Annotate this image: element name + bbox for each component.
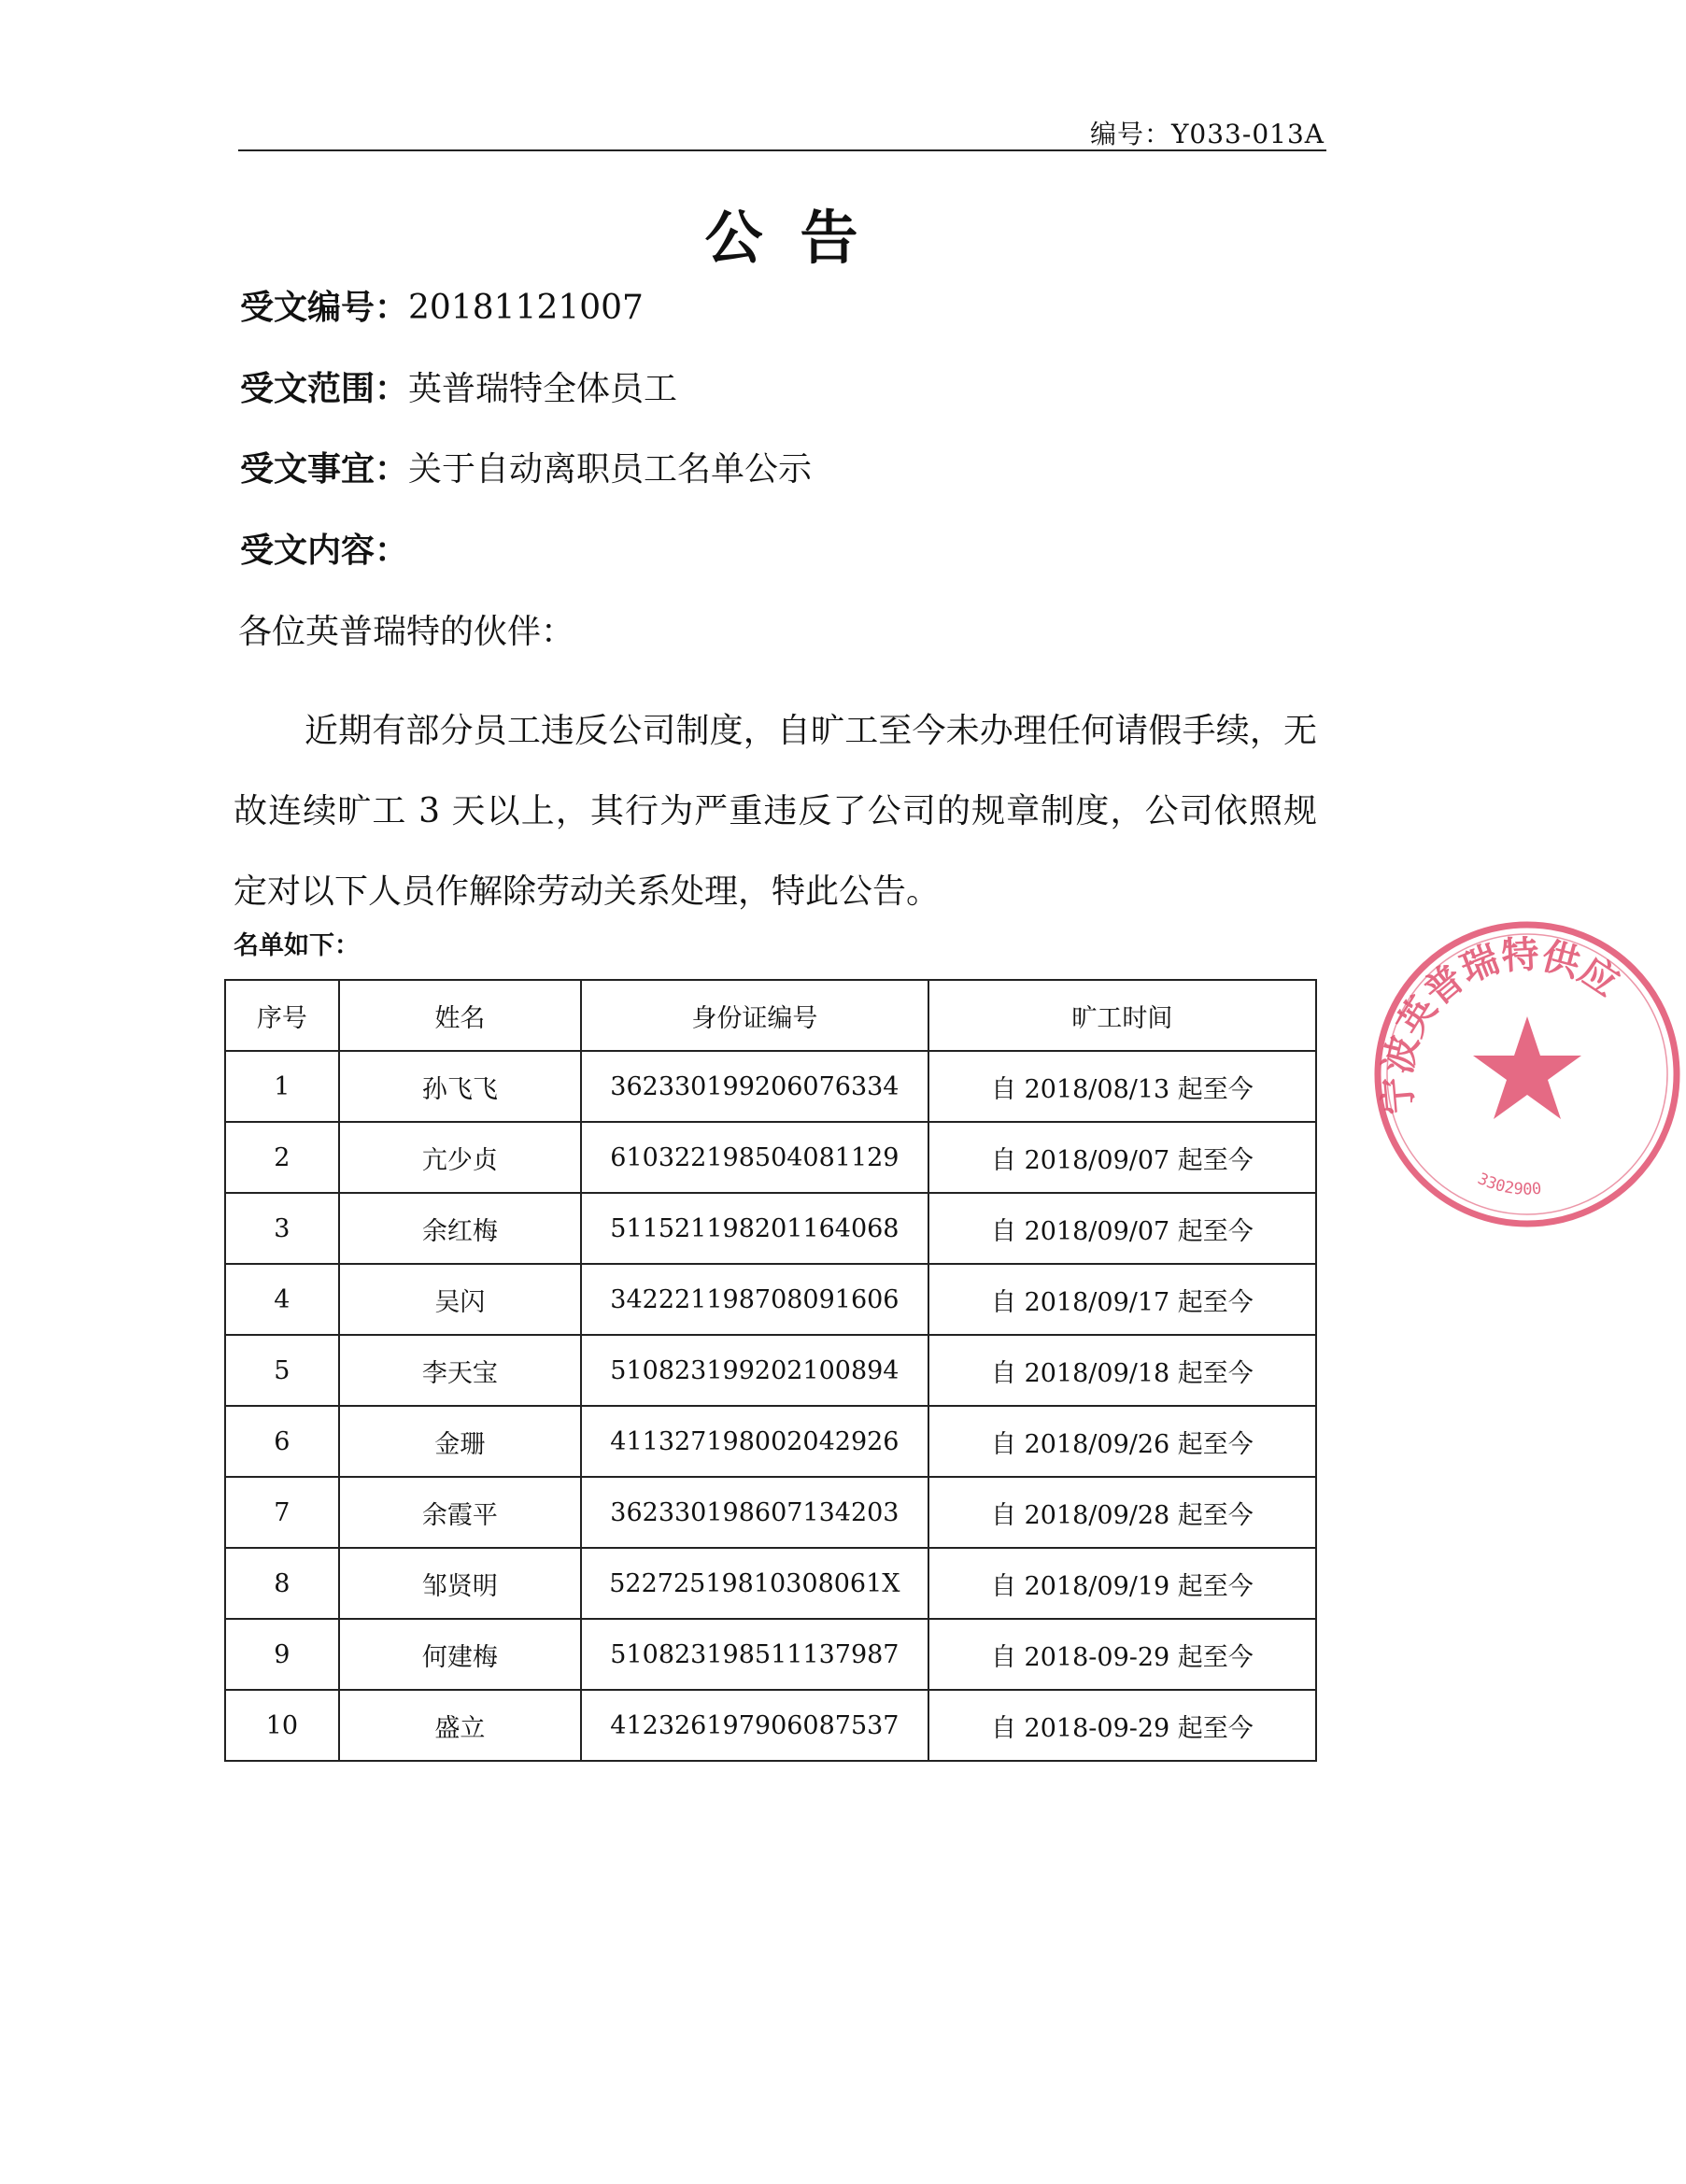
- table-row: [225, 1619, 1316, 1690]
- table-row: [225, 1690, 1316, 1761]
- cell-absence-time: 自 2018-09-29 起至今: [928, 1690, 1316, 1761]
- cell-name: 李天宝: [339, 1335, 581, 1406]
- cell-name: 盛立: [339, 1690, 581, 1761]
- cell-id-number: 412326197906087537: [581, 1690, 928, 1761]
- table-row: [225, 1335, 1316, 1406]
- greeting: 各位英普瑞特的伙伴：: [238, 613, 575, 651]
- cell-index: 2: [225, 1122, 339, 1193]
- document-number: 编号：Y033-013A: [1089, 119, 1325, 149]
- table-row: [225, 1051, 1316, 1122]
- cell-index: 6: [225, 1406, 339, 1477]
- field-doc-number: [240, 285, 644, 332]
- cell-index: 3: [225, 1193, 339, 1264]
- table-header-row: [225, 980, 1316, 1051]
- cell-id-number: 510823198511137987: [581, 1619, 928, 1690]
- field-scope: [240, 366, 677, 413]
- table-row: [225, 1193, 1316, 1264]
- cell-index: 4: [225, 1264, 339, 1335]
- cell-absence-time: 自 2018/09/18 起至今: [928, 1335, 1316, 1406]
- body-paragraph: 近期有部分员工违反公司制度，自旷工至今未办理任何请假手续，无故连续旷工 3 天以上，其行为严重违反了公司的规章制度，公司依照规定对以下人员作解除劳动关系处理，特此公告。: [234, 712, 1317, 911]
- cell-index: 7: [225, 1477, 339, 1548]
- cell-name: 余红梅: [339, 1193, 581, 1264]
- list-label: 名单如下：: [234, 931, 360, 960]
- field-subject: [240, 447, 812, 493]
- header-cell-id-number: 身份证编号: [581, 980, 928, 1051]
- svg-text:宁波英普瑞特供应: [1375, 932, 1626, 1116]
- cell-id-number: 52272519810308061X: [581, 1548, 928, 1619]
- table-row: [225, 1264, 1316, 1335]
- cell-id-number: 411327198002042926: [581, 1406, 928, 1477]
- cell-absence-time: 自 2018/09/26 起至今: [928, 1406, 1316, 1477]
- header-cell-name: 姓名: [339, 980, 581, 1051]
- header-rule: [238, 149, 1326, 151]
- cell-name: 亢少贞: [339, 1122, 581, 1193]
- field-label: 受文范围：: [240, 370, 409, 408]
- cell-name: 余霞平: [339, 1477, 581, 1548]
- table-row: [225, 1548, 1316, 1619]
- cell-name: 邹贤明: [339, 1548, 581, 1619]
- cell-id-number: 610322198504081129: [581, 1122, 928, 1193]
- seal-code: 3302900: [1474, 1170, 1543, 1199]
- cell-absence-time: 自 2018/09/19 起至今: [928, 1548, 1316, 1619]
- table-row: [225, 1122, 1316, 1193]
- field-value: 英普瑞特全体员工: [408, 370, 678, 408]
- header-cell-absence-time: 旷工时间: [928, 980, 1316, 1051]
- svg-text:3302900: [1475, 1170, 1542, 1198]
- cell-index: 10: [225, 1690, 339, 1761]
- cell-absence-time: 自 2018/09/28 起至今: [928, 1477, 1316, 1548]
- cell-absence-time: 自 2018-09-29 起至今: [928, 1619, 1316, 1690]
- field-label: 受文事宜：: [240, 450, 409, 489]
- seal-text: 宁波英普瑞特供应: [1374, 932, 1627, 1116]
- cell-index: 9: [225, 1619, 339, 1690]
- cell-absence-time: 自 2018/08/13 起至今: [928, 1051, 1316, 1122]
- field-content: [240, 528, 408, 574]
- table-row: [225, 1477, 1316, 1548]
- cell-index: 8: [225, 1548, 339, 1619]
- cell-id-number: 511521198201164068: [581, 1193, 928, 1264]
- cell-index: 1: [225, 1051, 339, 1122]
- company-seal: [1368, 915, 1686, 1233]
- employee-table: [224, 979, 1317, 1762]
- cell-absence-time: 自 2018/09/07 起至今: [928, 1193, 1316, 1264]
- cell-absence-time: 自 2018/09/17 起至今: [928, 1264, 1316, 1335]
- cell-absence-time: 自 2018/09/07 起至今: [928, 1122, 1316, 1193]
- cell-id-number: 362330199206076334: [581, 1051, 928, 1122]
- cell-id-number: 362330198607134203: [581, 1477, 928, 1548]
- cell-name: 孙飞飞: [339, 1051, 581, 1122]
- page-title: 公告: [704, 204, 896, 272]
- table-row: [225, 1406, 1316, 1477]
- cell-index: 5: [225, 1335, 339, 1406]
- field-label: 受文内容：: [240, 532, 409, 570]
- cell-name: 何建梅: [339, 1619, 581, 1690]
- cell-name: 金珊: [339, 1406, 581, 1477]
- cell-id-number: 342221198708091606: [581, 1264, 928, 1335]
- header-cell-index: 序号: [225, 980, 339, 1051]
- field-value: 关于自动离职员工名单公示: [408, 450, 813, 489]
- field-value: 20181121007: [408, 289, 644, 327]
- cell-id-number: 510823199202100894: [581, 1335, 928, 1406]
- field-label: 受文编号：: [240, 289, 409, 327]
- cell-name: 吴闪: [339, 1264, 581, 1335]
